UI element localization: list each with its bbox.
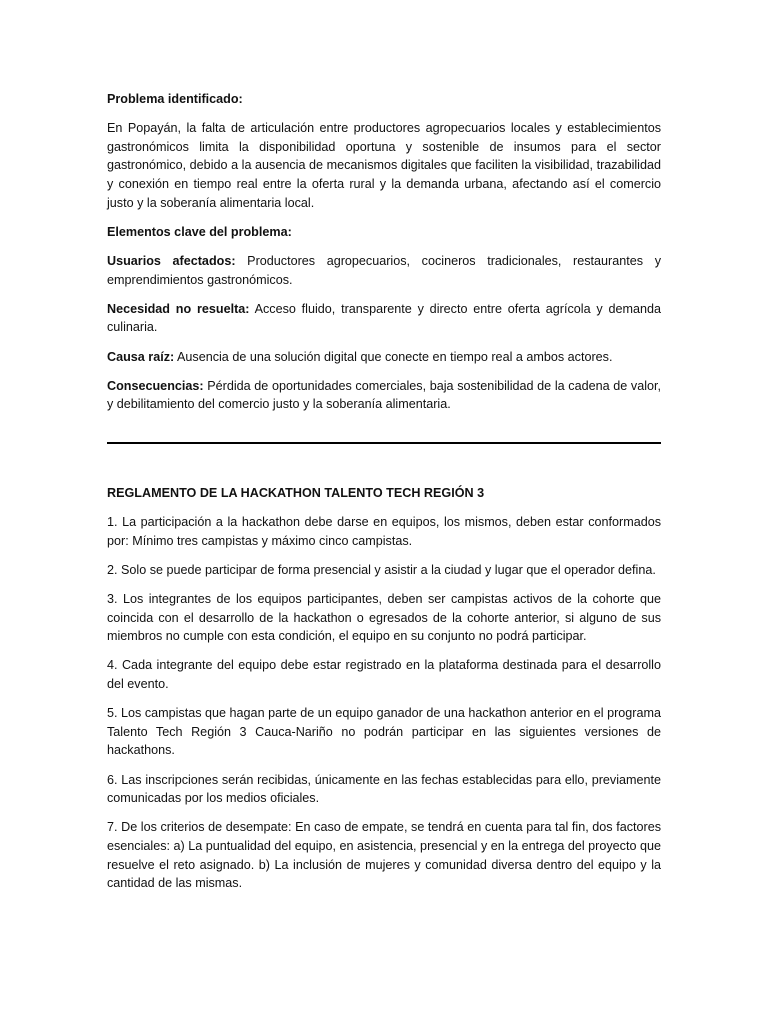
key-element-consequences	[107, 377, 661, 414]
problem-heading: Problema identificado:	[107, 92, 243, 106]
key-element-label: Necesidad no resuelta:	[107, 301, 250, 316]
key-element-root-cause	[107, 348, 661, 367]
rules-section	[107, 484, 661, 893]
horizontal-divider	[107, 442, 661, 444]
rule-item-2: 2. Solo se puede participar de forma presencial y asistir a la ciudad y lugar que el operador defina.	[107, 562, 656, 577]
key-element-text: Pérdida de oportunidades comerciales, baja sostenibilidad de la cadena de valor, y debilitamiento del comercio justo y la soberanía alimentaria.	[107, 378, 661, 412]
rules-heading: REGLAMENTO DE LA HACKATHON TALENTO TECH REGIÓN 3	[107, 485, 485, 500]
key-element-label: Causa raíz:	[107, 349, 175, 364]
key-element-text: Acceso fluido, transparente y directo entre oferta agrícola y demanda culinaria.	[107, 301, 661, 335]
key-elements-heading: Elementos clave del problema:	[107, 224, 292, 239]
key-element-text: Ausencia de una solución digital que conecte en tiempo real a ambos actores.	[174, 349, 613, 364]
key-element-label: Usuarios afectados:	[107, 253, 236, 268]
problem-text: En Popayán, la falta de articulación entre productores agropecuarios locales y establecimientos gastronómicos limita la disponibilidad oportuna y sostenible de insumos para el sector gastronómico, debido a la ausencia de mecanismos digitales que faciliten la visibilidad, trazabilidad y conexión en tiempo real entre la oferta rural y la demanda urbana, afectando así el comercio justo y la soberanía alimentaria local.	[107, 121, 661, 210]
key-element-unmet-need	[107, 300, 661, 337]
key-element-text: Productores agropecuarios, cocineros tradicionales, restaurantes y emprendimientos gastronómicos.	[107, 253, 661, 287]
rule-item-4: 4. Cada integrante del equipo debe estar registrado en la plataforma destinada para el desarrollo del evento.	[107, 658, 661, 691]
rule-item-5: 5. Los campistas que hagan parte de un equipo ganador de una hackathon anterior en el programa Talento Tech Región 3 Cauca-Nariño no podrán participar en las siguientes versiones de hackathons.	[107, 706, 661, 758]
rule-item-7: 7. De los criterios de desempate: En caso de empate, se tendrá en cuenta para tal fin, dos factores esenciales: a) La puntualidad del equipo, en asistencia, presencial y en la entrega del proyecto que resuelve el reto asignado. b) La inclusión de mujeres y comunidad diversa dentro del equipo y la cantidad de las mismas.	[107, 820, 661, 891]
key-element-affected-users	[107, 252, 661, 289]
rule-item-1: 1. La participación a la hackathon debe darse en equipos, los mismos, deben estar conformados por: Mínimo tres campistas y máximo cinco campistas.	[107, 515, 661, 548]
document-page	[107, 90, 661, 903]
rule-item-3: 3. Los integrantes de los equipos participantes, deben ser campistas activos de la cohorte que coincida con el desarrollo de la hackathon o egresados de la cohorte anterior, si alguno de sus miembros no cumple con esta condición, el equipo en su conjunto no podrá participar.	[107, 592, 661, 644]
rule-item-6: 6. Las inscripciones serán recibidas, únicamente en las fechas establecidas para ello, previamente comunicadas por los medios oficiales.	[107, 772, 661, 806]
key-element-label: Consecuencias:	[107, 378, 204, 393]
